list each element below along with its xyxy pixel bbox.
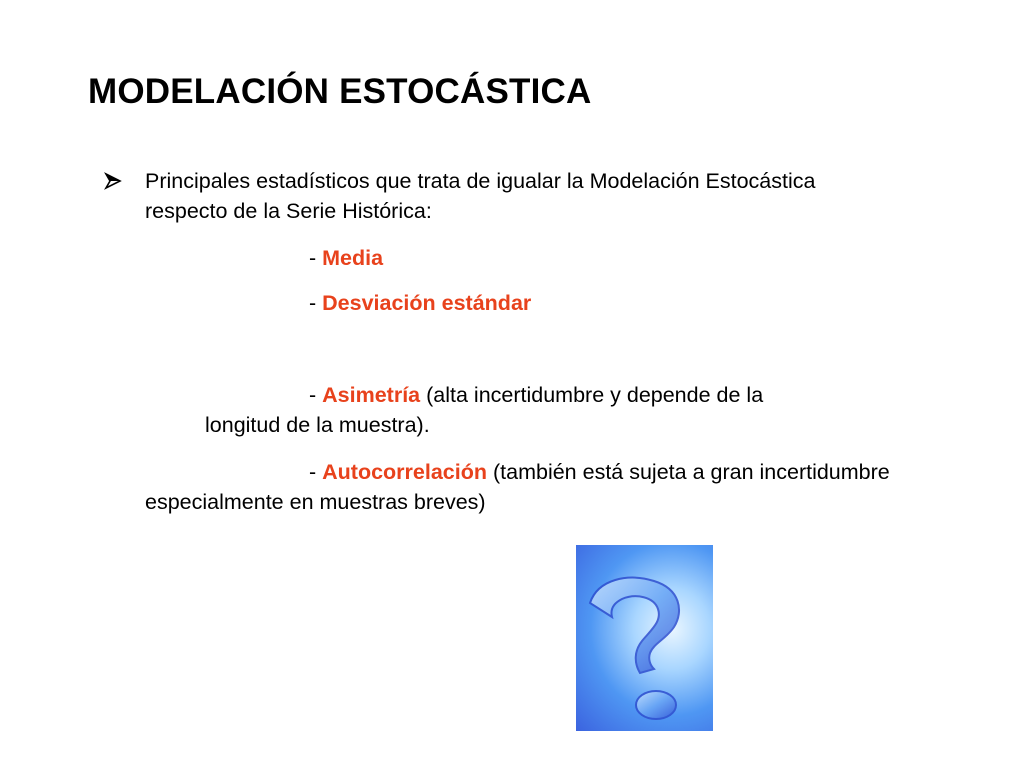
arrow-bullet-icon	[104, 172, 122, 190]
item-term: Asimetría	[322, 383, 421, 407]
slide-title: MODELACIÓN ESTOCÁSTICA	[88, 72, 592, 111]
item-description: (también está sujeta a gran incertidumbre	[487, 460, 890, 484]
list-item-asimetria	[309, 384, 763, 408]
intro-line-1: Principales estadísticos que trata de igualar la Modelación Estocástica	[145, 169, 816, 193]
list-item-desviacion	[309, 292, 531, 316]
item-dash: -	[309, 246, 323, 270]
item-description: (alta incertidumbre y depende de la	[420, 383, 764, 407]
question-mark-icon	[576, 545, 713, 731]
list-item-media	[309, 247, 383, 271]
list-item-autocorrelacion	[309, 461, 890, 485]
item-term: Autocorrelación	[322, 460, 488, 484]
item-term: Media	[322, 246, 384, 270]
list-item-asimetria-continuation: longitud de la muestra).	[205, 413, 430, 437]
intro-line-2: respecto de la Serie Histórica:	[145, 199, 432, 223]
item-term: Desviación estándar	[322, 291, 532, 315]
item-dash: -	[309, 460, 323, 484]
question-mark-image	[576, 545, 713, 731]
list-item-autocorrelacion-continuation: especialmente en muestras breves)	[145, 490, 486, 514]
item-dash: -	[309, 383, 323, 407]
item-dash: -	[309, 291, 323, 315]
